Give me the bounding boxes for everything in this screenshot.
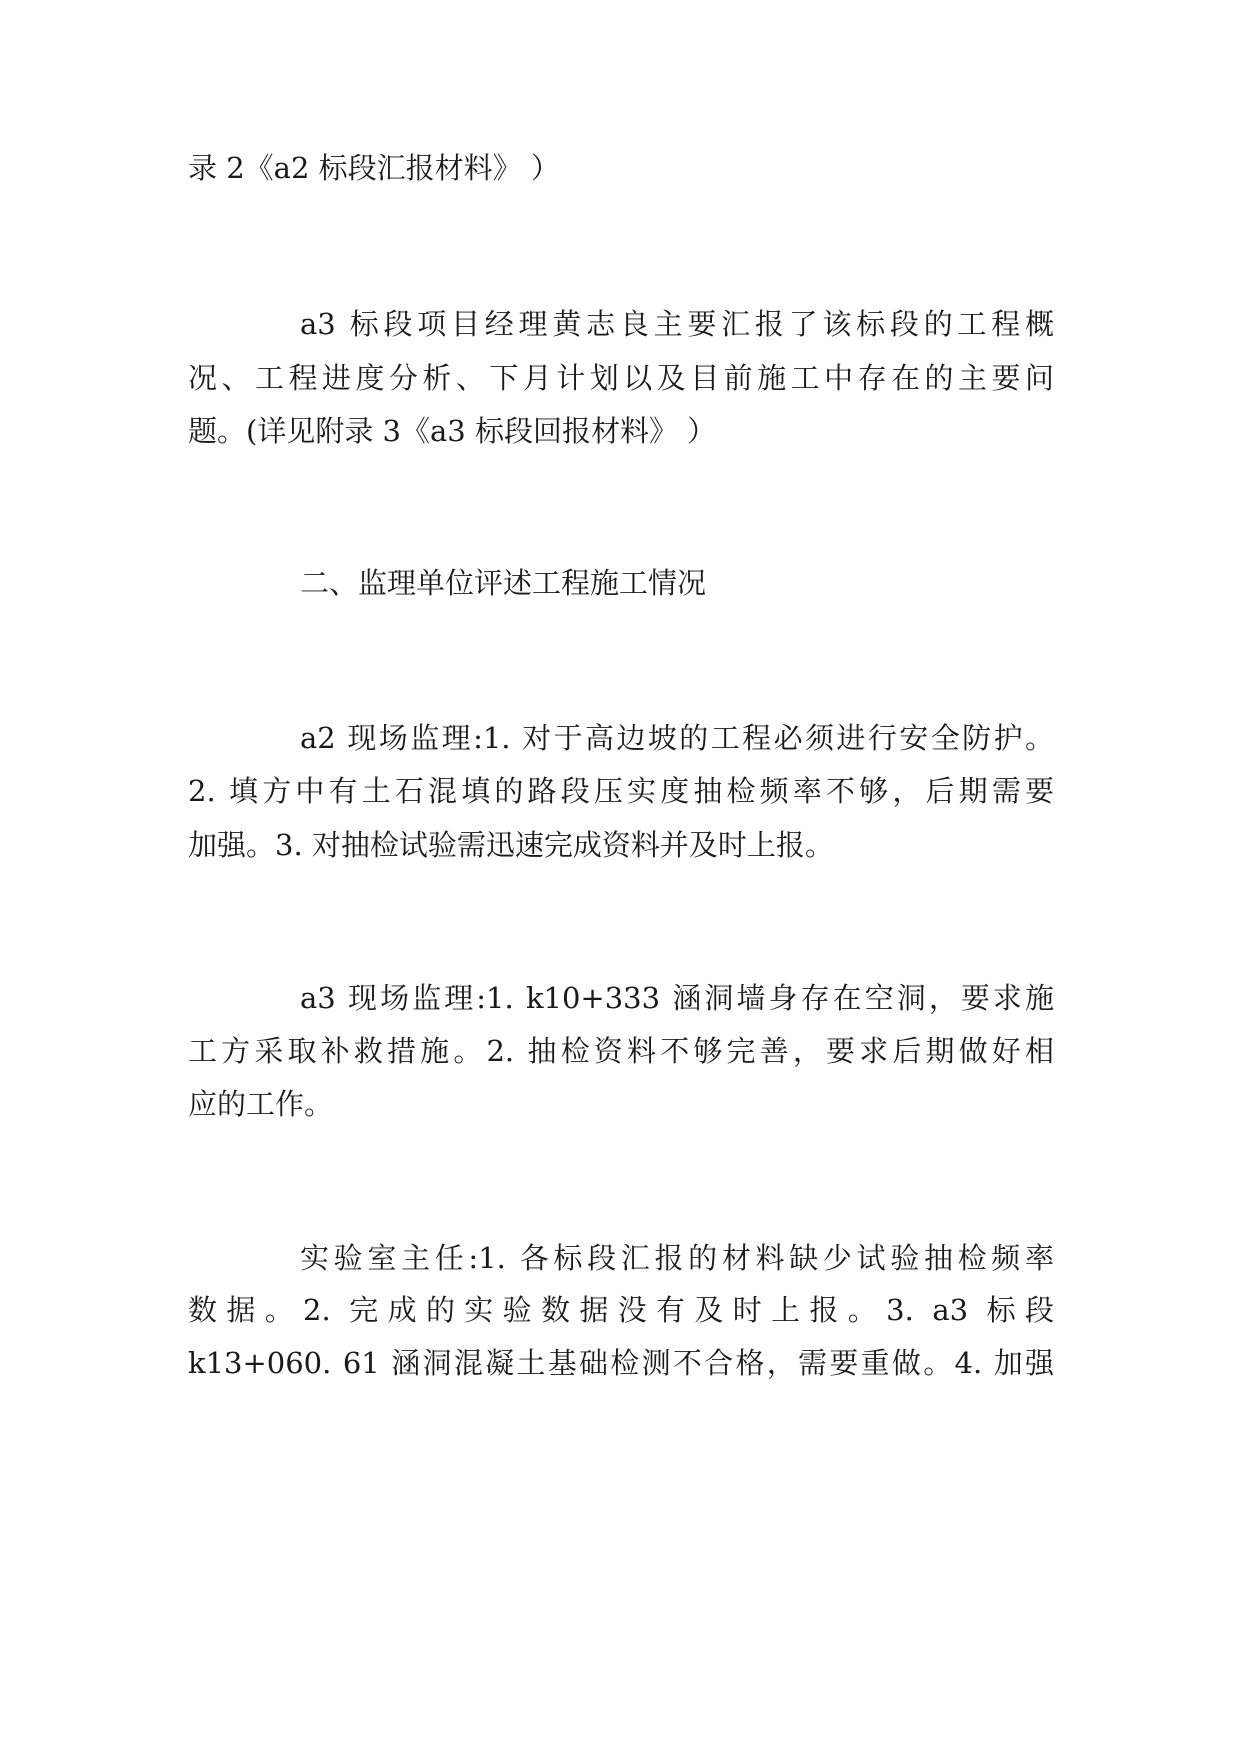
paragraph-line: 加强。3. 对抽检试验需迅速完成资料并及时上报。 xyxy=(188,828,834,862)
paragraph-line: 工方采取补救措施。2. 抽检资料不够完善，要求后期做好相 xyxy=(188,1034,1054,1068)
paragraph-line: a3 标段项目经理黄志良主要汇报了该标段的工程概 xyxy=(300,307,1054,341)
paragraph-line: 应的工作。 xyxy=(188,1087,334,1121)
paragraph-line: 数据。2. 完成的实验数据没有及时上报。3. a3 标段 xyxy=(188,1293,1054,1327)
paragraph-line: k13+060. 61 涵洞混凝土基础检测不合格，需要重做。4. 加强 xyxy=(188,1346,1054,1380)
paragraph-line: 实验室主任:1. 各标段汇报的材料缺少试验抽检频率 xyxy=(300,1241,1054,1275)
paragraph-line: 录 2《a2 标段汇报材料》 ） xyxy=(188,151,560,185)
section-heading: 二、监理单位评述工程施工情况 xyxy=(300,566,707,600)
paragraph-line: 题。(详见附录 3《a3 标段回报材料》 ） xyxy=(188,414,717,448)
paragraph-line: 2. 填方中有土石混填的路段压实度抽检频率不够，后期需要 xyxy=(188,774,1054,808)
paragraph-line: 况、工程进度分析、下月计划以及目前施工中存在的主要问 xyxy=(188,361,1054,395)
paragraph-line: a2 现场监理:1. 对于高边坡的工程必须进行安全防护。 xyxy=(300,721,1054,755)
paragraph-line: a3 现场监理:1. k10+333 涵洞墙身存在空洞，要求施 xyxy=(300,981,1054,1015)
